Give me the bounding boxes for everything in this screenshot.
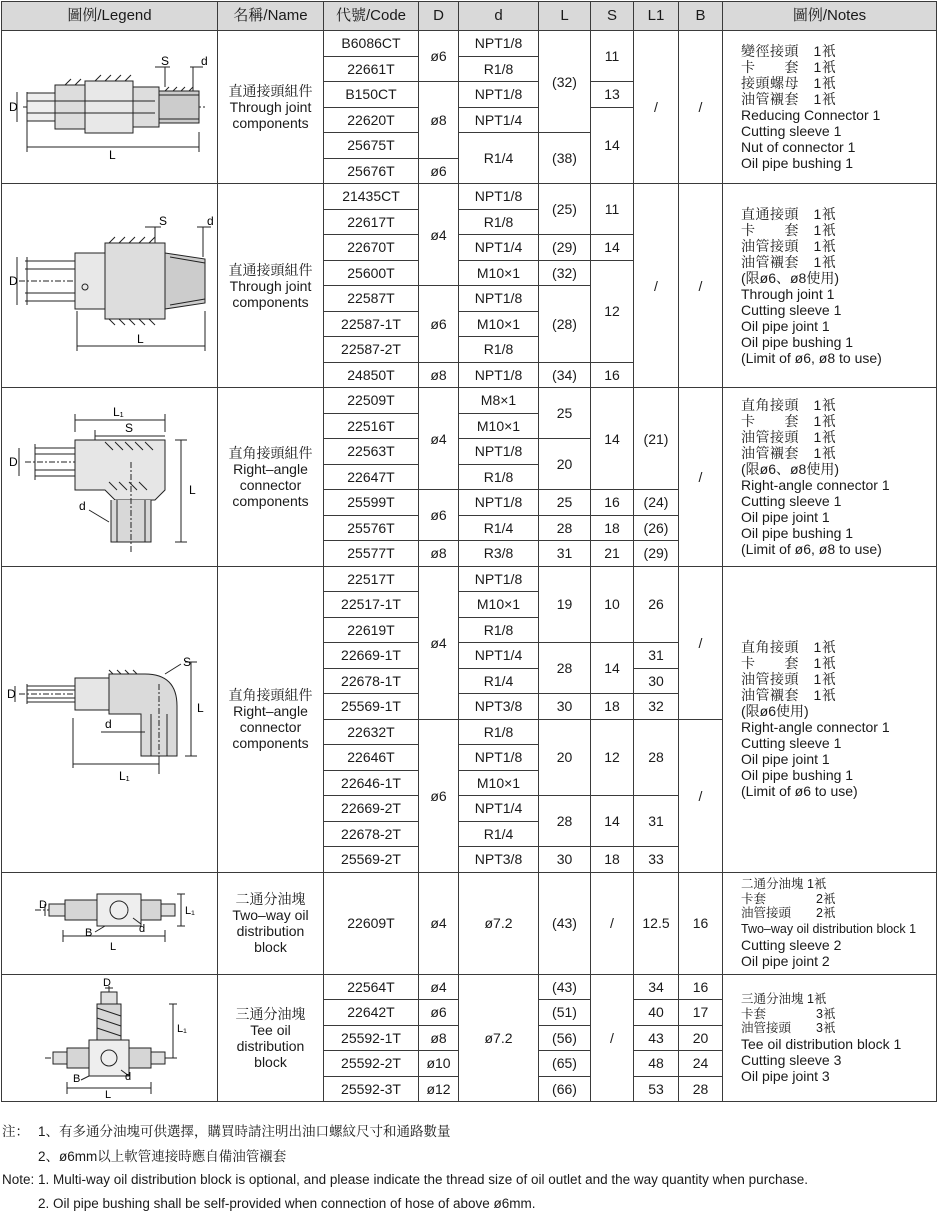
footnote-zh-1: 1、有多通分油塊可供選擇，購買時請注明出油口螺紋尺寸和通路數量 <box>38 1124 451 1139</box>
B-cell: 28 <box>679 1076 723 1102</box>
D-cell: ø8 <box>419 362 459 388</box>
D-cell: ø12 <box>419 1076 459 1102</box>
table-row <box>2 974 937 1000</box>
legend-tee-block <box>2 974 218 1102</box>
code-cell: 24850T <box>324 362 419 388</box>
legend-label-L1: L₁ <box>118 769 130 783</box>
d-cell: NPT3/8 <box>459 847 539 873</box>
table-row <box>2 31 937 57</box>
L1-cell: (26) <box>634 515 679 541</box>
L1-cell: 26 <box>634 566 679 643</box>
code-cell: 22646T <box>324 745 419 771</box>
code-cell: 22669-1T <box>324 643 419 669</box>
legend-label-D: D <box>8 454 18 469</box>
L-cell: 28 <box>539 643 591 694</box>
legend-label-L: L <box>104 1088 111 1100</box>
code-cell: 22619T <box>324 617 419 643</box>
L1-cell: / <box>634 31 679 184</box>
code-cell: 22678-2T <box>324 821 419 847</box>
S-cell: 18 <box>591 847 634 873</box>
legend-label-D: D <box>6 687 16 701</box>
d-cell: NPT1/8 <box>459 31 539 57</box>
notes-cell: 直角接頭 1衹 卡 套 1衹 油管接頭 1衹 油管襯套 1衹 (限ø6、ø8使用) Right-angle connector 1 Cutting sleeve 1 Oil pipe joint 1 Oil pipe bushing 1 (Limit of ø6, ø8 to use) <box>723 388 937 567</box>
S-cell: 21 <box>591 541 634 567</box>
legend-through-joint-2 <box>2 184 218 388</box>
legend-right-angle-1 <box>2 388 218 567</box>
table-row <box>2 566 937 592</box>
D-cell: ø6 <box>419 1000 459 1026</box>
d-cell: M10×1 <box>459 260 539 286</box>
right-angle-drawing <box>5 392 215 562</box>
code-cell: 22517T <box>324 566 419 592</box>
footnote-en-1: Note: 1. Multi-way oil distribution block is optional, and please indicate the thread size of oil outlet and the way quantity when purchase. <box>2 1172 808 1187</box>
name-cell: 二通分油塊 Two–way oil distribution block <box>218 872 324 974</box>
S-cell: 12 <box>591 260 634 362</box>
d-cell: R1/8 <box>459 209 539 235</box>
S-cell: / <box>591 974 634 1102</box>
L-cell: (32) <box>539 31 591 133</box>
L-cell: (43) <box>539 872 591 974</box>
legend-label-D: D <box>38 899 47 911</box>
L-cell: 30 <box>539 847 591 873</box>
name-cell: 直角接頭組件 Right–angle connector components <box>218 566 324 872</box>
D-cell: ø4 <box>419 872 459 974</box>
legend-label-L: L <box>108 148 116 162</box>
legend-label-L: L <box>196 701 204 715</box>
footnote-zh-label: 注： <box>2 1124 29 1139</box>
d-cell: M10×1 <box>459 311 539 337</box>
L-cell: (28) <box>539 286 591 363</box>
S-cell: 11 <box>591 31 634 82</box>
D-cell: ø8 <box>419 82 459 159</box>
notes-cell: 二通分油塊 1衹 卡套 2衹 油管接頭 2衹 Two–way oil distribution block 1 Cutting sleeve 2 Oil pipe joint 2 <box>723 872 937 974</box>
L-cell: 30 <box>539 694 591 720</box>
d-cell: NPT1/8 <box>459 490 539 516</box>
code-cell: 25599T <box>324 490 419 516</box>
footnote-zh-2: 2、ø6mm以上軟管連接時應自備油管襯套 <box>38 1149 287 1164</box>
d-cell: NPT1/4 <box>459 235 539 261</box>
D-cell: ø8 <box>419 1025 459 1051</box>
code-cell: 25592-2T <box>324 1051 419 1077</box>
code-cell: 25569-2T <box>324 847 419 873</box>
legend-label-S: S <box>124 420 133 435</box>
D-cell: ø6 <box>419 719 459 872</box>
code-cell: 22670T <box>324 235 419 261</box>
L1-cell: (21) <box>634 388 679 490</box>
d-cell: M8×1 <box>459 388 539 414</box>
legend-label-d: d <box>124 1070 131 1083</box>
spec-table <box>1 1 937 1102</box>
S-cell: / <box>591 872 634 974</box>
d-cell: NPT1/4 <box>459 643 539 669</box>
d-cell: ø7.2 <box>459 872 539 974</box>
legend-label-d: d <box>200 54 208 68</box>
legend-label-L1: L₁ <box>112 404 124 419</box>
L1-cell: 53 <box>634 1076 679 1102</box>
L1-cell: 43 <box>634 1025 679 1051</box>
B-cell: 24 <box>679 1051 723 1077</box>
legend-label-D: D <box>102 976 111 989</box>
D-cell: ø6 <box>419 31 459 82</box>
B-cell: 16 <box>679 872 723 974</box>
name-cell: 直角接頭組件 Right–angle connector components <box>218 388 324 567</box>
two-way-block-drawing <box>5 874 215 972</box>
D-cell: ø4 <box>419 184 459 286</box>
L-cell: 28 <box>539 515 591 541</box>
B-cell: / <box>679 388 723 567</box>
header-L1: L1 <box>634 2 679 31</box>
S-cell: 11 <box>591 184 634 235</box>
d-cell: R1/8 <box>459 617 539 643</box>
header-D: D <box>419 2 459 31</box>
B-cell: 16 <box>679 974 723 1000</box>
header-S: S <box>591 2 634 31</box>
code-cell: 22609T <box>324 872 419 974</box>
code-cell: 25675T <box>324 133 419 159</box>
d-cell: NPT1/8 <box>459 286 539 312</box>
L-cell: (51) <box>539 1000 591 1026</box>
L-cell: 19 <box>539 566 591 643</box>
S-cell: 10 <box>591 566 634 643</box>
d-cell: NPT1/4 <box>459 107 539 133</box>
S-cell: 14 <box>591 107 634 184</box>
L-cell: 20 <box>539 719 591 796</box>
d-cell: NPT1/8 <box>459 82 539 108</box>
legend-label-D: D <box>8 100 18 114</box>
S-cell: 14 <box>591 796 634 847</box>
L1-cell: 40 <box>634 1000 679 1026</box>
D-cell: ø6 <box>419 490 459 541</box>
S-cell: 14 <box>591 643 634 694</box>
d-cell: R1/8 <box>459 56 539 82</box>
notes-cell: 三通分油塊 1衹 卡套 3衹 油管接頭 3衹 Tee oil distribution block 1 Cutting sleeve 3 Oil pipe joint 3 <box>723 974 937 1102</box>
D-cell: ø6 <box>419 286 459 363</box>
table-row <box>2 184 937 210</box>
code-cell: 22587T <box>324 286 419 312</box>
d-cell: NPT1/8 <box>459 439 539 465</box>
S-cell: 16 <box>591 362 634 388</box>
code-cell: 22516T <box>324 413 419 439</box>
code-cell: 22509T <box>324 388 419 414</box>
tee-block-drawing <box>5 976 215 1100</box>
L-cell: (29) <box>539 235 591 261</box>
legend-label-S: S <box>160 54 169 68</box>
D-cell: ø8 <box>419 541 459 567</box>
S-cell: 12 <box>591 719 634 796</box>
legend-label-L1: L₁ <box>184 905 195 917</box>
d-cell: ø7.2 <box>459 974 539 1102</box>
header-code: 代號/Code <box>324 2 419 31</box>
d-cell: M10×1 <box>459 770 539 796</box>
D-cell: ø10 <box>419 1051 459 1077</box>
S-cell: 13 <box>591 82 634 108</box>
footnote-en-2: 2. Oil pipe bushing shall be self-provided when connection of hose of above ø6mm. <box>38 1196 536 1211</box>
L-cell: (43) <box>539 974 591 1000</box>
B-cell: / <box>679 31 723 184</box>
d-cell: R1/8 <box>459 464 539 490</box>
d-cell: NPT3/8 <box>459 694 539 720</box>
L-cell: (38) <box>539 133 591 184</box>
d-cell: NPT1/8 <box>459 184 539 210</box>
header-L: L <box>539 2 591 31</box>
L1-cell: 34 <box>634 974 679 1000</box>
D-cell: ø4 <box>419 974 459 1000</box>
code-cell: B6086CT <box>324 31 419 57</box>
B-cell: 17 <box>679 1000 723 1026</box>
code-cell: 22587-1T <box>324 311 419 337</box>
legend-label-d: d <box>138 923 145 935</box>
code-cell: 22669-2T <box>324 796 419 822</box>
code-cell: 25569-1T <box>324 694 419 720</box>
L-cell: (25) <box>539 184 591 235</box>
header-row <box>2 2 937 31</box>
d-cell: R1/4 <box>459 133 539 184</box>
d-cell: M10×1 <box>459 592 539 618</box>
header-notes: 圖例/Notes <box>723 2 937 31</box>
d-cell: NPT1/8 <box>459 745 539 771</box>
header-d: d <box>459 2 539 31</box>
B-cell: / <box>679 719 723 872</box>
code-cell: 22647T <box>324 464 419 490</box>
S-cell: 16 <box>591 490 634 516</box>
L-cell: (32) <box>539 260 591 286</box>
legend-label-S: S <box>182 655 191 669</box>
legend-label-S: S <box>158 213 167 228</box>
L1-cell: 31 <box>634 796 679 847</box>
L-cell: 25 <box>539 388 591 439</box>
d-cell: R1/8 <box>459 337 539 363</box>
code-cell: 25592-3T <box>324 1076 419 1102</box>
through-joint-drawing <box>5 37 215 177</box>
through-joint-drawing <box>5 191 215 381</box>
code-cell: 22564T <box>324 974 419 1000</box>
L-cell: 28 <box>539 796 591 847</box>
header-name: 名稱/Name <box>218 2 324 31</box>
S-cell: 14 <box>591 388 634 490</box>
L1-cell: 48 <box>634 1051 679 1077</box>
S-cell: 14 <box>591 235 634 261</box>
code-cell: 22642T <box>324 1000 419 1026</box>
code-cell: 25576T <box>324 515 419 541</box>
legend-label-d: d <box>78 498 86 513</box>
name-cell: 三通分油塊 Tee oil distribution block <box>218 974 324 1102</box>
L-cell: (34) <box>539 362 591 388</box>
L1-cell: (24) <box>634 490 679 516</box>
d-cell: NPT1/8 <box>459 362 539 388</box>
legend-two-way-block <box>2 872 218 974</box>
legend-label-B: B <box>72 1072 80 1085</box>
L1-cell: 32 <box>634 694 679 720</box>
notes-cell: 直通接頭 1衹 卡 套 1衹 油管接頭 1衹 油管襯套 1衹 (限ø6、ø8使用) Through joint 1 Cutting sleeve 1 Oil pipe joint 1 Oil pipe bushing 1 (Limit of ø6, ø8 to use) <box>723 184 937 388</box>
d-cell: R1/4 <box>459 668 539 694</box>
code-cell: 25600T <box>324 260 419 286</box>
L1-cell: (29) <box>634 541 679 567</box>
D-cell: ø4 <box>419 566 459 719</box>
d-cell: R1/4 <box>459 821 539 847</box>
D-cell: ø6 <box>419 158 459 184</box>
B-cell: / <box>679 184 723 388</box>
L-cell: 25 <box>539 490 591 516</box>
code-cell: B150CT <box>324 82 419 108</box>
header-B: B <box>679 2 723 31</box>
code-cell: 22617T <box>324 209 419 235</box>
code-cell: 22632T <box>324 719 419 745</box>
name-cell: 直通接頭組件 Through joint components <box>218 184 324 388</box>
table-row <box>2 872 937 974</box>
L1-cell: 31 <box>634 643 679 669</box>
L-cell: 20 <box>539 439 591 490</box>
L1-cell: 33 <box>634 847 679 873</box>
header-legend: 圖例/Legend <box>2 2 218 31</box>
code-cell: 22678-1T <box>324 668 419 694</box>
L1-cell: / <box>634 184 679 388</box>
legend-label-B: B <box>84 927 92 939</box>
legend-label-d: d <box>206 213 214 228</box>
code-cell: 22661T <box>324 56 419 82</box>
right-angle-drawing <box>5 644 215 794</box>
L-cell: (65) <box>539 1051 591 1077</box>
L1-cell: 28 <box>634 719 679 796</box>
L-cell: (66) <box>539 1076 591 1102</box>
B-cell: / <box>679 566 723 719</box>
code-cell: 21435CT <box>324 184 419 210</box>
notes-cell: 直角接頭 1衹 卡 套 1衹 油管接頭 1衹 油管襯套 1衹 (限ø6使用) Right-angle connector 1 Cutting sleeve 1 Oil pipe joint 1 Oil pipe bushing 1 (Limit of ø6 to use) <box>723 566 937 872</box>
L1-cell: 12.5 <box>634 872 679 974</box>
legend-label-L: L <box>188 482 196 497</box>
d-cell: NPT1/4 <box>459 796 539 822</box>
name-cell: 直通接頭組件 Through joint components <box>218 31 324 184</box>
d-cell: NPT1/8 <box>459 566 539 592</box>
L-cell: (56) <box>539 1025 591 1051</box>
S-cell: 18 <box>591 694 634 720</box>
code-cell: 25676T <box>324 158 419 184</box>
code-cell: 25577T <box>324 541 419 567</box>
table-row <box>2 388 937 414</box>
code-cell: 22563T <box>324 439 419 465</box>
d-cell: R1/8 <box>459 719 539 745</box>
legend-label-D: D <box>8 273 18 288</box>
legend-through-joint-1 <box>2 31 218 184</box>
code-cell: 22646-1T <box>324 770 419 796</box>
d-cell: R1/4 <box>459 515 539 541</box>
L-cell: 31 <box>539 541 591 567</box>
code-cell: 25592-1T <box>324 1025 419 1051</box>
legend-label-L: L <box>109 941 116 953</box>
d-cell: R3/8 <box>459 541 539 567</box>
B-cell: 20 <box>679 1025 723 1051</box>
legend-right-angle-2 <box>2 566 218 872</box>
d-cell: M10×1 <box>459 413 539 439</box>
S-cell: 18 <box>591 515 634 541</box>
L1-cell: 30 <box>634 668 679 694</box>
code-cell: 22587-2T <box>324 337 419 363</box>
code-cell: 22620T <box>324 107 419 133</box>
legend-label-L1: L₁ <box>176 1022 187 1035</box>
D-cell: ø4 <box>419 388 459 490</box>
notes-cell: 變徑接頭 1衹 卡 套 1衹 接頭螺母 1衹 油管襯套 1衹 Reducing Connector 1 Cutting sleeve 1 Nut of connector 1 Oil pipe bushing 1 <box>723 31 937 184</box>
legend-label-L: L <box>136 331 144 346</box>
code-cell: 22517-1T <box>324 592 419 618</box>
legend-label-d: d <box>104 717 112 731</box>
